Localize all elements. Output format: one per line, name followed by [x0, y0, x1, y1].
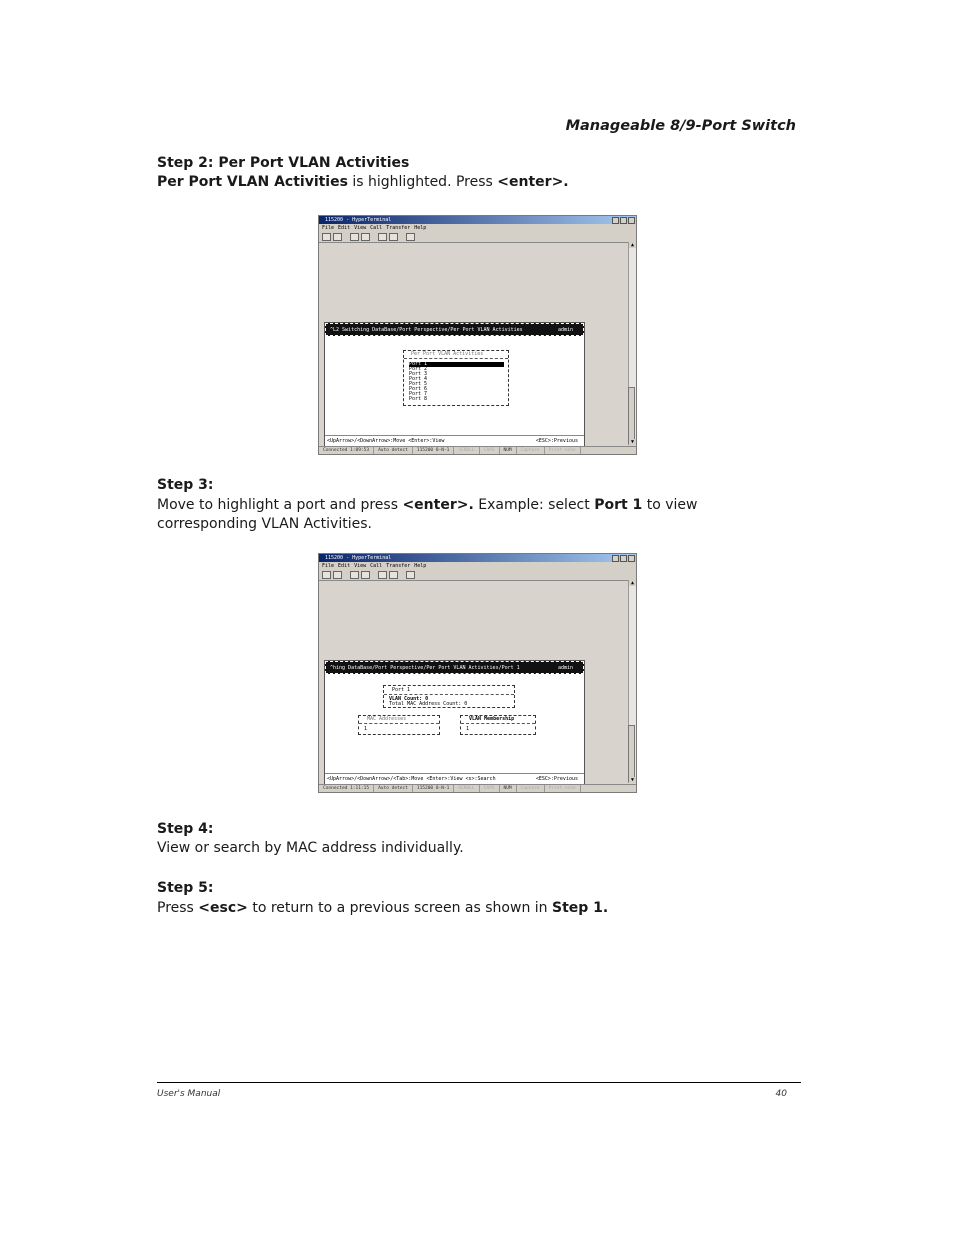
- menu-bar: [319, 224, 636, 232]
- menu-edit[interactable]: Edit: [338, 563, 351, 569]
- step5-line: [157, 899, 608, 918]
- status-capture: Capture: [517, 785, 545, 792]
- disconnect-icon[interactable]: [361, 571, 370, 579]
- step3-a: Move to highlight a port and press: [157, 497, 403, 513]
- scroll-down-icon[interactable]: ▼: [630, 439, 634, 445]
- open-icon[interactable]: [333, 233, 342, 241]
- footer-keys: <UpArrow>/<DownArrow>:Move <Enter>:View: [327, 438, 445, 444]
- menu-transfer[interactable]: Transfer: [386, 225, 411, 231]
- step5-key: <esc>: [198, 900, 248, 916]
- menu-call[interactable]: Call: [370, 563, 383, 569]
- step5-step: Step 1.: [551, 900, 609, 916]
- vlan-membership-header: VLAN Membership: [461, 716, 535, 724]
- new-icon[interactable]: [322, 233, 331, 241]
- mac-count-text: Total MAC Address Count: 0: [389, 701, 468, 707]
- footer-esc: <ESC>:Previous: [535, 776, 578, 782]
- close-icon[interactable]: [628, 555, 635, 562]
- status-num: NUM: [500, 447, 517, 454]
- maximize-icon[interactable]: [620, 555, 627, 562]
- terminal-title-bar: [325, 323, 584, 336]
- page-number: 40: [775, 1089, 787, 1099]
- step4-line: View or search by MAC address individually.: [157, 840, 464, 856]
- port-info-box: [383, 685, 515, 708]
- menu-file[interactable]: File: [322, 225, 335, 231]
- step3-line1: [157, 496, 698, 515]
- disconnect-icon[interactable]: [361, 233, 370, 241]
- scroll-up-icon[interactable]: ▲: [630, 242, 634, 248]
- terminal-user: admin: [557, 665, 573, 671]
- terminal-screen: [324, 660, 585, 785]
- scrollbar[interactable]: [628, 242, 636, 445]
- port-list-item[interactable]: Port 2: [409, 366, 428, 372]
- close-icon[interactable]: [628, 217, 635, 224]
- scroll-thumb[interactable]: [628, 387, 635, 444]
- window-titlebar: [319, 216, 636, 224]
- status-print: Print echo: [545, 785, 581, 792]
- page-header-title: Manageable 8/9-Port Switch: [565, 118, 796, 134]
- step4-heading: Step 4:: [157, 821, 214, 837]
- port-list-item[interactable]: Port 8: [409, 396, 428, 402]
- port-list-item[interactable]: Port 5: [409, 381, 428, 387]
- step3-heading: Step 3:: [157, 477, 214, 493]
- window-title: 115200 - HyperTerminal: [325, 555, 392, 561]
- window-title: 115200 - HyperTerminal: [325, 217, 392, 223]
- window-titlebar: [319, 554, 636, 562]
- step2-bold: Per Port VLAN Activities: [157, 174, 348, 190]
- terminal-footer: [325, 773, 584, 784]
- port-list-item[interactable]: Port 3: [409, 371, 428, 377]
- toolbar: [319, 232, 636, 243]
- send-icon[interactable]: [378, 571, 387, 579]
- step5-a: Press: [157, 900, 199, 916]
- port-list-item[interactable]: Port 6: [409, 386, 428, 392]
- properties-icon[interactable]: [406, 233, 415, 241]
- scroll-up-icon[interactable]: ▲: [630, 580, 634, 586]
- open-icon[interactable]: [333, 571, 342, 579]
- port-list-title: Per Port VLAN Activities: [404, 351, 508, 359]
- screenshot-port1-vlan: [318, 553, 637, 793]
- minimize-icon[interactable]: [612, 555, 619, 562]
- menu-bar: [319, 562, 636, 570]
- terminal-title-bar: [325, 661, 584, 674]
- terminal-footer: [325, 435, 584, 446]
- footer-esc: <ESC>:Previous: [535, 438, 578, 444]
- step2-text: [157, 173, 569, 192]
- status-scroll: SCROLL: [454, 785, 479, 792]
- status-num: NUM: [500, 785, 517, 792]
- footer-rule: [157, 1082, 801, 1083]
- status-detect: Auto detect: [374, 447, 413, 454]
- menu-call[interactable]: Call: [370, 225, 383, 231]
- scrollbar[interactable]: [628, 580, 636, 783]
- screenshot-per-port-vlan: [318, 215, 637, 455]
- port-list-item[interactable]: Port 4: [409, 376, 428, 382]
- send-icon[interactable]: [378, 233, 387, 241]
- vlan-count-text: VLAN Count: 0: [389, 696, 429, 702]
- receive-icon[interactable]: [389, 571, 398, 579]
- step5-b: to return to a previous screen as shown in: [247, 900, 552, 916]
- status-caps: CAPS: [480, 447, 500, 454]
- status-bar: [319, 784, 636, 792]
- menu-view[interactable]: View: [354, 225, 367, 231]
- port-list-box: [403, 350, 509, 406]
- status-detect: Auto detect: [374, 785, 413, 792]
- status-capture: Capture: [517, 447, 545, 454]
- step3-port: Port 1: [594, 497, 643, 513]
- footer-manual: User's Manual: [157, 1089, 221, 1099]
- mac-addresses-header: MAC Addresses: [359, 716, 439, 724]
- minimize-icon[interactable]: [612, 217, 619, 224]
- step3-line2: corresponding VLAN Activities.: [157, 516, 372, 532]
- terminal-screen: [324, 322, 585, 447]
- menu-help[interactable]: Help: [414, 225, 427, 231]
- mac-count: [384, 702, 514, 707]
- status-print: Print echo: [545, 447, 581, 454]
- port-list-item[interactable]: Port 7: [409, 391, 428, 397]
- step3-c: to view: [642, 497, 698, 513]
- status-scroll: SCROLL: [454, 447, 479, 454]
- terminal-path: ^L2 Switching DataBase/Port Perspective/Per Port VLAN Activities: [330, 327, 523, 333]
- call-icon[interactable]: [350, 233, 359, 241]
- status-baud: 115200 8-N-1: [413, 785, 455, 792]
- menu-file[interactable]: File: [322, 563, 335, 569]
- scroll-down-icon[interactable]: ▼: [630, 777, 634, 783]
- menu-edit[interactable]: Edit: [338, 225, 351, 231]
- step2-heading: Step 2: Per Port VLAN Activities: [157, 155, 410, 171]
- call-icon[interactable]: [350, 571, 359, 579]
- toolbar: [319, 570, 636, 581]
- footer-keys: <UpArrow>/<DownArrow>/<Tab>:Move <Enter>:View <s>:Search: [327, 776, 496, 782]
- menu-view[interactable]: View: [354, 563, 367, 569]
- vlan-membership-box[interactable]: [460, 715, 536, 735]
- terminal-user: admin: [557, 327, 573, 333]
- mac-addresses-value: 1: [364, 726, 368, 732]
- step3-key: <enter>.: [402, 497, 474, 513]
- step3-b: Example: select: [473, 497, 595, 513]
- step2-key: <enter>.: [497, 174, 569, 190]
- menu-transfer[interactable]: Transfer: [386, 563, 411, 569]
- receive-icon[interactable]: [389, 233, 398, 241]
- vlan-membership-value: 1: [466, 726, 470, 732]
- menu-help[interactable]: Help: [414, 563, 427, 569]
- terminal-path: ^hing DataBase/Port Perspective/Per Port VLAN Activities/Port 1: [330, 665, 520, 671]
- port-list-item[interactable]: Port 1: [409, 362, 504, 367]
- status-bar: [319, 446, 636, 454]
- mac-addresses-box[interactable]: [358, 715, 440, 735]
- step2-mid: is highlighted. Press: [347, 174, 498, 190]
- status-connected: Connected 1:09:53: [319, 447, 374, 454]
- new-icon[interactable]: [322, 571, 331, 579]
- status-caps: CAPS: [480, 785, 500, 792]
- scroll-thumb[interactable]: [628, 725, 635, 782]
- status-baud: 115200 8-N-1: [413, 447, 455, 454]
- step5-heading: Step 5:: [157, 880, 214, 896]
- maximize-icon[interactable]: [620, 217, 627, 224]
- properties-icon[interactable]: [406, 571, 415, 579]
- status-connected: Connected 1:11:15: [319, 785, 374, 792]
- port-info-label: Port 1: [384, 686, 514, 695]
